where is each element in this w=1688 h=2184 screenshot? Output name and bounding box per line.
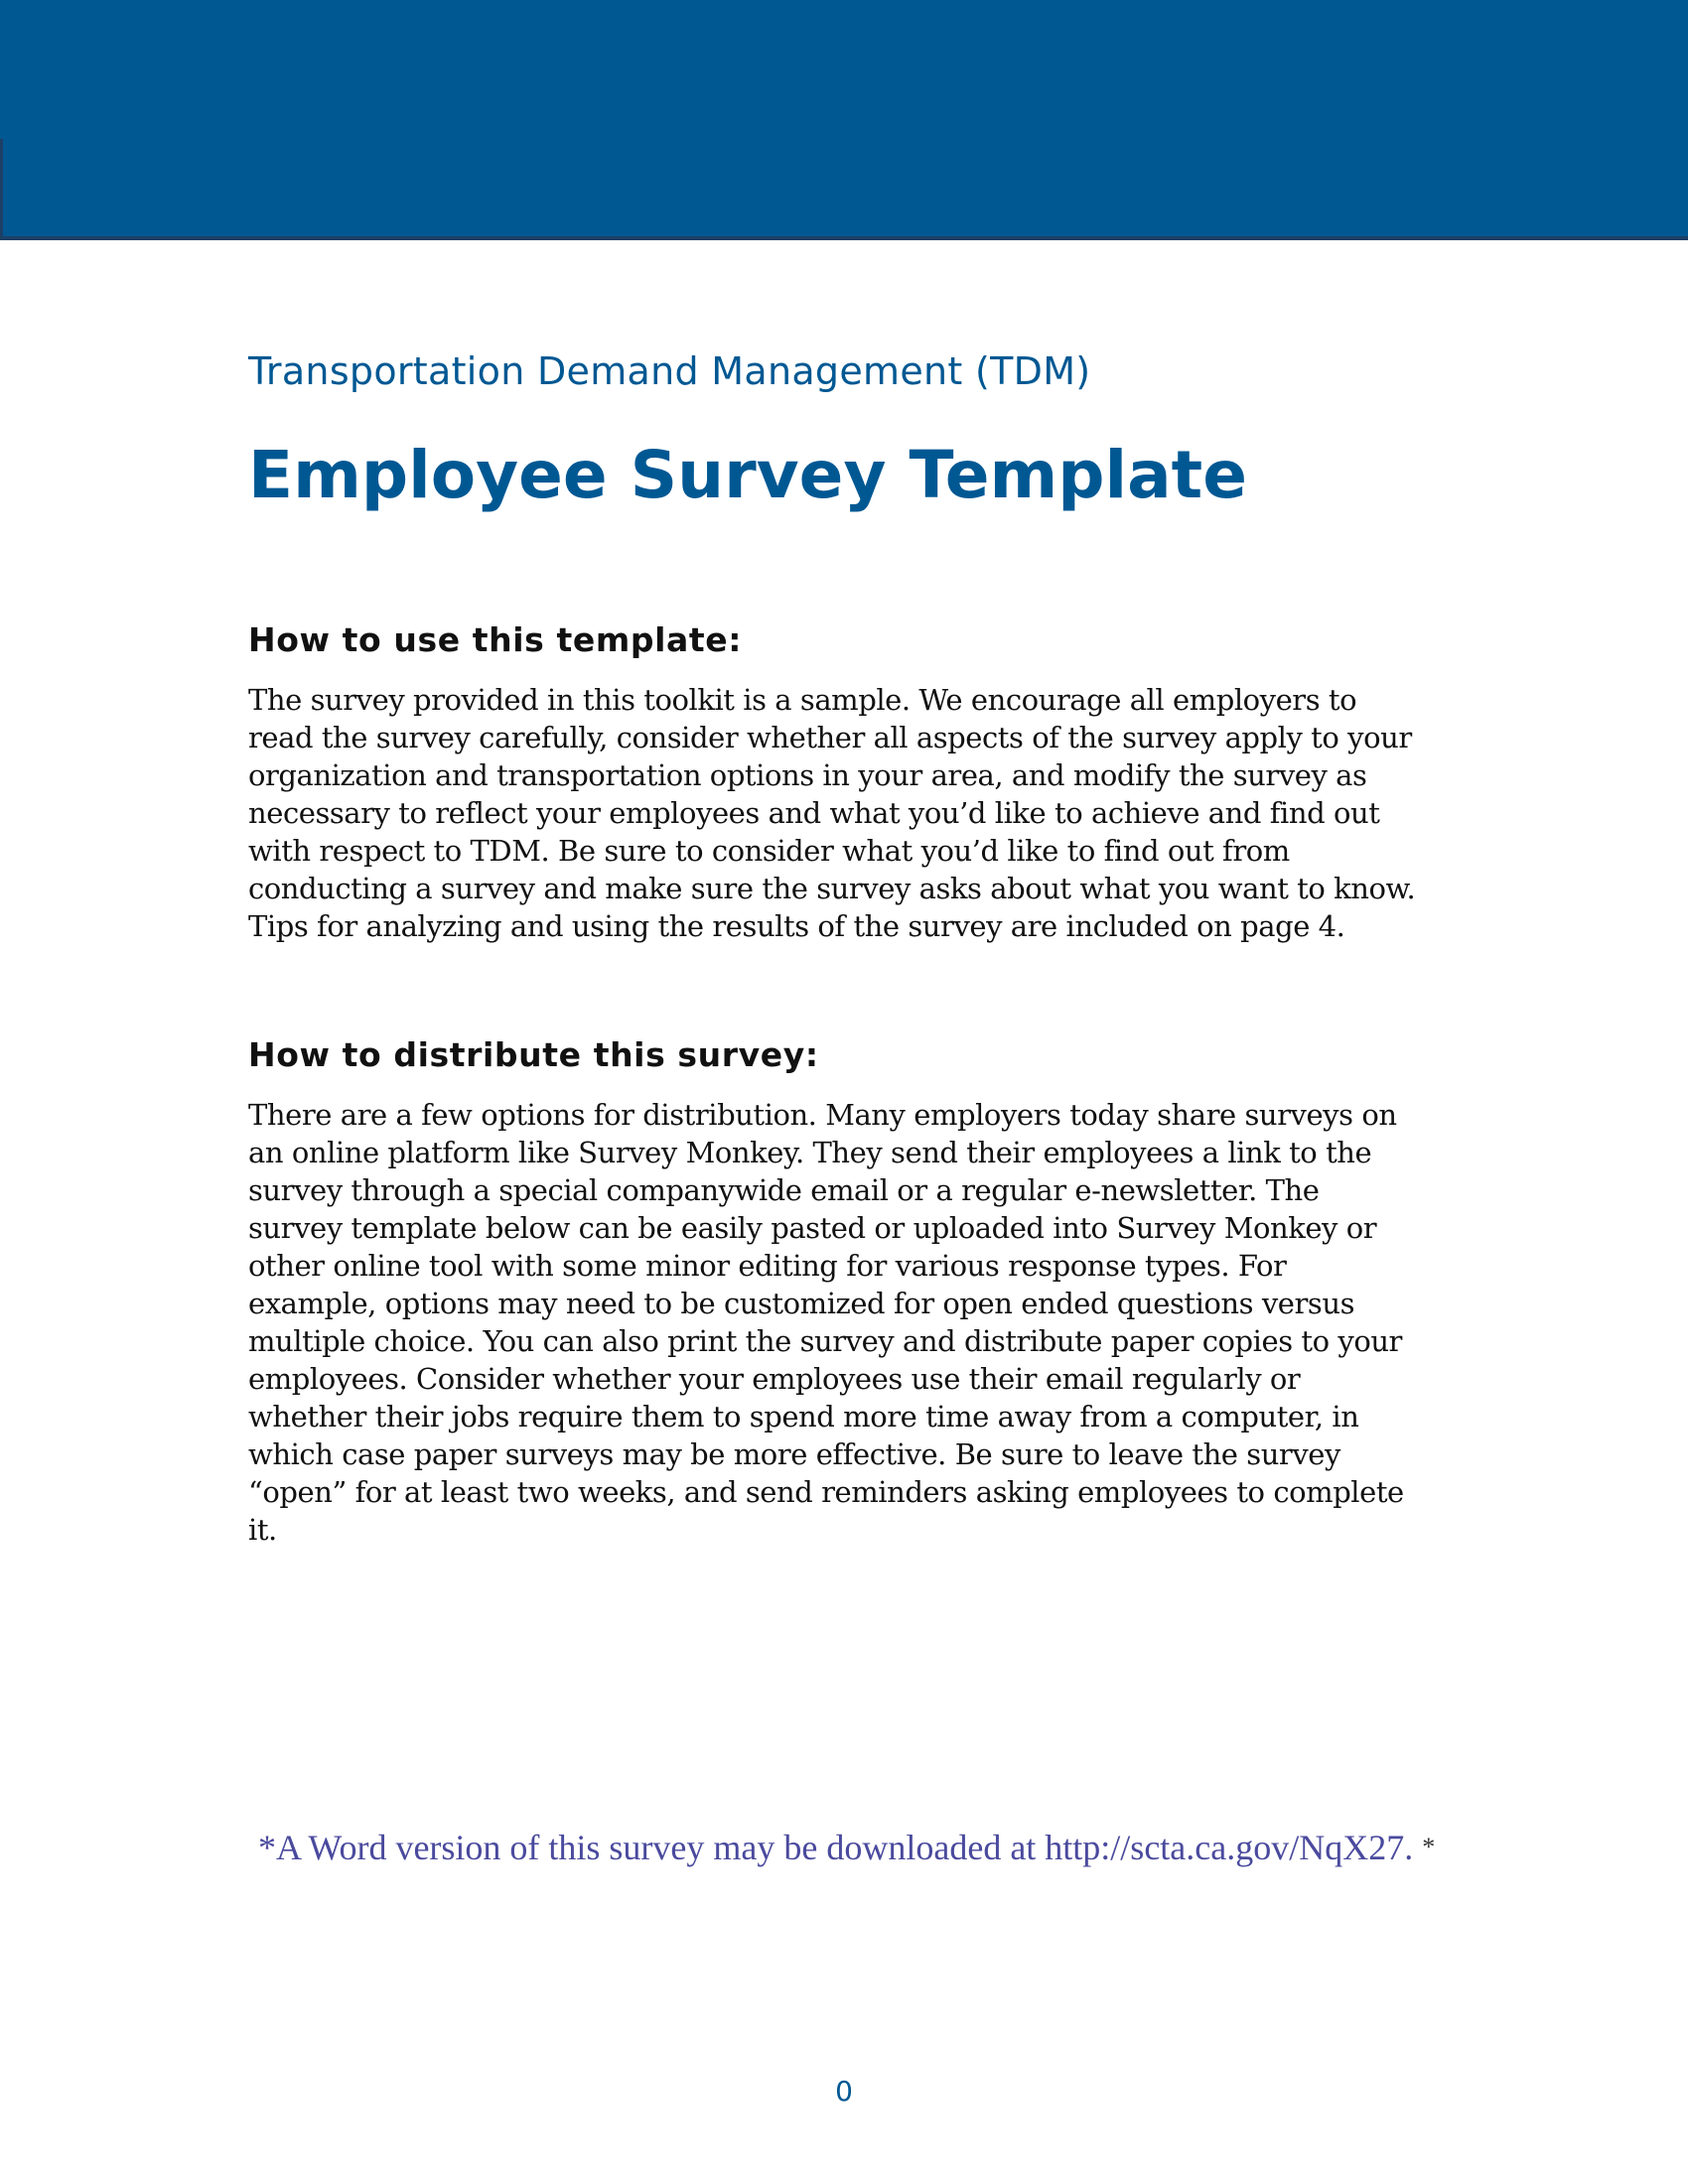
section-body-how-to-distribute: There are a few options for distribution. Many employers today share surveys on an online platform like Survey Monkey. They send their employees a link to the survey through a special companywide email or a regular e-newsletter. The survey template below can be easily pasted or uploaded into Survey Monkey or other online tool with some minor editing for various response types. For example, options may need to be customized for open ended questions versus multiple choice. You can also print the survey and distribute paper copies to your employees. Consider whether your employees use their email regularly or whether their jobs require them to spend more time away from a computer, in which case paper surveys may be more effective. Be sure to leave the survey “open” for at least two weeks, and send reminders asking employees to complete it. (248, 1098, 1404, 1547)
section-heading-how-to-use: How to use this template: (248, 620, 743, 659)
download-note (258, 1827, 1435, 1868)
download-note-text[interactable]: *A Word version of this survey may be downloaded at http://scta.ca.gov/NqX27. (258, 1828, 1414, 1867)
section-heading-how-to-distribute: How to distribute this survey: (248, 1035, 819, 1074)
document-title: Employee Survey Template (248, 437, 1247, 513)
banner-edge-accent (0, 139, 3, 240)
section-body-how-to-use: The survey provided in this toolkit is a sample. We encourage all employers to read the survey carefully, consider whether all aspects of the survey apply to your organization and transportation options in your area, and modify the survey as necessary to reflect your employees and what you’d like to achieve and find out with respect to TDM. Be sure to consider what you’d like to find out from conducting a survey and make sure the survey asks about what you want to know. Tips for analyzing and using the results of the survey are included on page 4. (248, 683, 1416, 943)
document-subtitle: Transportation Demand Management (TDM) (248, 349, 1091, 393)
download-note-trailing-star: * (1422, 1833, 1436, 1861)
page-number: 0 (835, 2075, 853, 2108)
top-banner (0, 0, 1688, 240)
